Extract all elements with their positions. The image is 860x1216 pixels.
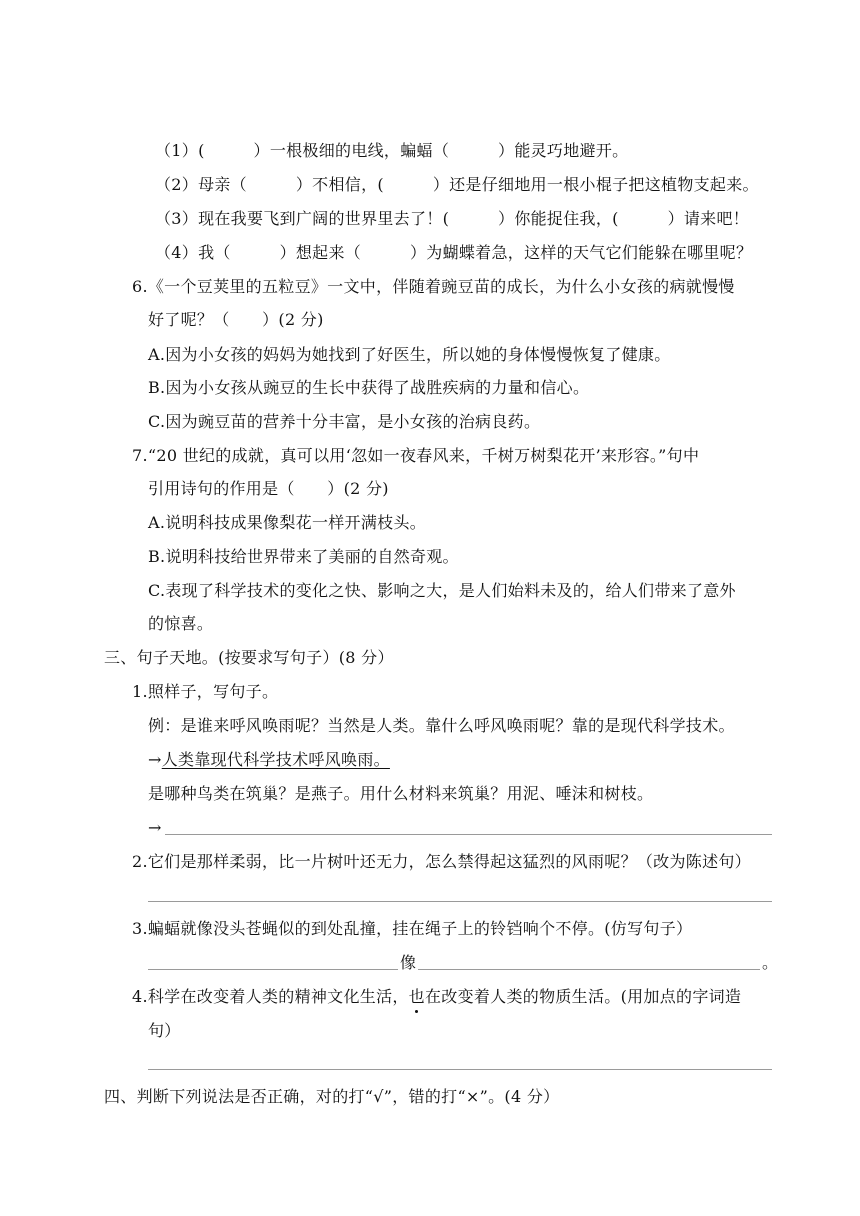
question-6-line-2: 好了呢？（ ）(2 分) <box>148 310 324 329</box>
question-6-option-c: C.因为豌豆苗的营养十分丰富，是小女孩的治病良药。 <box>148 412 541 431</box>
answer-line-q4[interactable] <box>148 1069 772 1070</box>
section-3-title: 三、句子天地。(按要求写句子）(8 分） <box>104 648 394 667</box>
answer-line-q3-left[interactable] <box>148 969 398 970</box>
example-sentence: 例：是谁来呼风唤雨呢？当然是人类。靠什么呼风唤雨呢？靠的是现代科学技术。 <box>148 716 735 735</box>
fill-in-item-3: （3）现在我要飞到广阔的世界里去了！( ）你能捉住我，( ）请来吧！ <box>155 209 750 228</box>
q3-connector-word: 像 <box>400 953 417 972</box>
answer-line-q3-right[interactable] <box>418 969 760 970</box>
answer-line-q1[interactable] <box>165 834 772 835</box>
question-7-option-c-continued: 的惊喜。 <box>148 614 214 633</box>
question-7-line-2: 引用诗句的作用是（ ）(2 分) <box>148 479 389 498</box>
prompt-sentence: 是哪种鸟类在筑巢？是燕子。用什么材料来筑巢？用泥、唾沫和树枝。 <box>148 784 654 803</box>
question-6-option-a: A.因为小女孩的妈妈为她找到了好医生，所以她的身体慢慢恢复了健康。 <box>148 345 671 364</box>
fill-in-item-1: （1）( ）一根极细的电线，蝙蝠（ ）能灵巧地避开。 <box>155 141 629 160</box>
section-3-q3: 3.蝙蝠就像没头苍蝇似的到处乱撞，挂在绳子上的铃铛响个不停。(仿写句子） <box>132 919 693 938</box>
question-7-line-1: 7.“20 世纪的成就，真可以用‘忽如一夜春风来，千树万树梨花开’来形容。”句中 <box>132 446 700 465</box>
example-answer: 人类靠现代科学技术呼风唤雨。 <box>161 750 390 769</box>
question-6-line-1: 6.《一个豆荚里的五粒豆》一文中，伴随着豌豆苗的成长，为什么小女孩的病就慢慢 <box>132 277 735 296</box>
section-3-q1-title: 1.照样子，写句子。 <box>132 682 279 701</box>
fill-in-item-4: （4）我（ ）想起来（ ）为蝴蝶着急，这样的天气它们能躲在哪里呢？ <box>155 243 753 262</box>
question-7-option-c: C.表现了科学技术的变化之快、影响之大，是人们始料未及的，给人们带来了意外 <box>148 581 736 600</box>
section-3-q4-line-2: 句） <box>148 1021 181 1040</box>
section-3-q2: 2.它们是那样柔弱，比一片树叶还无力，怎么禁得起这猛烈的风雨呢？（改为陈述句） <box>132 852 751 871</box>
answer-line-q2[interactable] <box>148 901 772 902</box>
q4-text-middle: 在改变着人类的物质生活。(用加点的字词造 <box>424 987 742 1006</box>
q3-end-mark: 。 <box>762 953 779 972</box>
example-answer-line <box>148 750 390 770</box>
fill-in-item-2: （2）母亲（ ）不相信，( ）还是仔细地用一根小棍子把这植物支起来。 <box>155 175 759 194</box>
q4-text-before: 4.科学在改变着人类的精神文化生活， <box>132 987 409 1006</box>
question-7-option-a: A.说明科技成果像梨花一样开满枝头。 <box>148 513 427 532</box>
arrow-icon: → <box>148 750 162 769</box>
emphasis-dot-char: 也 <box>408 987 425 1006</box>
question-6-option-b: B.因为小女孩从豌豆的生长中获得了战胜疾病的力量和信心。 <box>148 378 590 397</box>
question-7-option-b: B.说明科技给世界带来了美丽的自然奇观。 <box>148 547 459 566</box>
answer-arrow-icon: → <box>148 818 162 837</box>
section-3-q4-line-1 <box>132 987 741 1007</box>
section-4-title: 四、判断下列说法是否正确，对的打“√”，错的打“×”。(4 分） <box>104 1087 560 1106</box>
